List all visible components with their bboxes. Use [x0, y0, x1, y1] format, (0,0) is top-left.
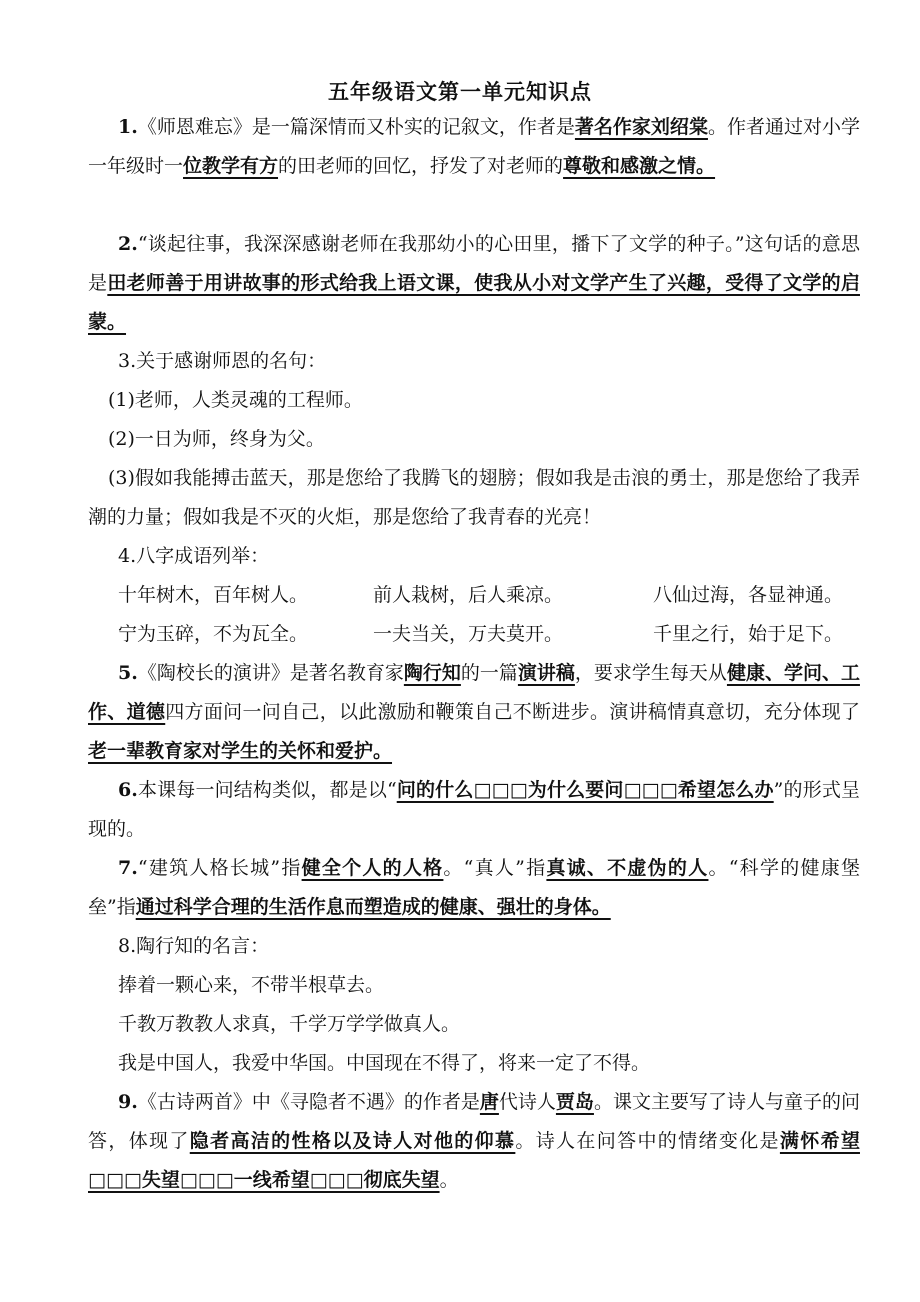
highlight: 老一辈教育家对学生的关怀和爱护。 [88, 740, 393, 762]
knowledge-point-3-heading: 3.关于感谢师恩的名句： [118, 350, 327, 372]
famous-quote: 捧着一颗心来，不带半根草去。 [118, 974, 385, 996]
highlight: 真诚、不虚伪的人 [546, 857, 709, 879]
highlight: 健康、学问、工作、道德 [88, 662, 860, 723]
idiom: 千里之行，始于足下。 [653, 623, 844, 645]
knowledge-point-2: 2.“谈起往事，我深深感谢老师在我那幼小的心田里，播下了文学的种子。”这句话的意思是田老师善于用讲故事的形式给我上语文课，使我从小对文学产生了兴趣，受得了文学的启蒙。 [88, 233, 860, 333]
quote-item-1: (1)老师，人类灵魂的工程师。 [108, 389, 363, 411]
point-number: 2. [118, 233, 138, 255]
quote-item-3: (3)假如我能搏击蓝天，那是您给了我腾飞的翅膀；假如我是击浪的勇士，那是您给了我弄潮的力量；假如我是不灭的火炬，那是您给了我青春的光亮！ [88, 467, 860, 528]
highlight: 隐者高洁的性格以及诗人对他的仰慕 [189, 1130, 516, 1152]
knowledge-point-9: 9.《古诗两首》中《寻隐者不遇》的作者是唐代诗人贾岛。课文主要写了诗人与童子的问答，体现了隐者高洁的性格以及诗人对他的仰慕。诗人在问答中的情绪变化是满怀希望□□□失望□□□一线希望□□□彻底失望。 [88, 1091, 860, 1191]
point-number: 9. [118, 1091, 138, 1113]
knowledge-point-4-heading: 4.八字成语列举： [118, 545, 270, 567]
highlight: 满怀希望□□□失望□□□一线希望□□□彻底失望 [88, 1130, 860, 1191]
point-number: 7. [118, 857, 138, 879]
famous-quote: 我是中国人，我爱中华国。中国现在不得了，将来一定了不得。 [118, 1052, 651, 1074]
highlight: 健全个人的人格 [301, 857, 444, 879]
highlight: 陶行知 [403, 662, 461, 684]
idiom: 前人栽树，后人乘凉。 [373, 584, 564, 606]
point-number: 1. [118, 116, 138, 138]
knowledge-point-8-heading: 8.陶行知的名言： [118, 935, 270, 957]
highlight: 问的什么□□□为什么要问□□□希望怎么办 [396, 779, 774, 801]
knowledge-point-5: 5.《陶校长的演讲》是著名教育家陶行知的一篇演讲稿，要求学生每天从健康、学问、工作、道德四方面问一问自己，以此激励和鞭策自己不断进步。演讲稿情真意切，充分体现了老一辈教育家对学生的关怀和爱护。 [88, 662, 860, 762]
knowledge-point-7: 7.“建筑人格长城”指健全个人的人格。“真人”指真诚、不虚伪的人。“科学的健康堡垒”指通过科学合理的生活作息而塑造成的健康、强壮的身体。 [88, 857, 860, 918]
highlight: 唐 [479, 1091, 499, 1113]
idiom: 宁为玉碎，不为瓦全。 [118, 623, 309, 645]
highlight: 贾岛 [555, 1091, 594, 1113]
idiom: 八仙过海，各显神通。 [653, 584, 844, 606]
highlight: 尊敬和感激之情。 [563, 155, 716, 177]
famous-quote: 千教万教教人求真，千学万学学做真人。 [118, 1013, 461, 1035]
highlight: 通过科学合理的生活作息而塑造成的健康、强壮的身体。 [135, 896, 611, 918]
highlight: 著名作家刘绍棠 [574, 116, 708, 138]
highlight: 田老师善于用讲故事的形式给我上语文课，使我从小对文学产生了兴趣，受得了文学的启蒙。 [88, 272, 860, 333]
knowledge-point-6: 6.本课每一问结构类似，都是以“问的什么□□□为什么要问□□□希望怎么办”的形式呈现的。 [88, 779, 861, 840]
point-number: 5. [118, 662, 138, 684]
knowledge-point-1: 1.《师恩难忘》是一篇深情而又朴实的记叙文，作者是著名作家刘绍棠。作者通过对小学一年级时一位教学有方的田老师的回忆，抒发了对老师的尊敬和感激之情。 [88, 116, 860, 177]
document-title: 五年级语文第一单元知识点 [328, 79, 592, 104]
highlight: 位教学有方 [183, 155, 279, 177]
idiom: 一夫当关，万夫莫开。 [373, 623, 564, 645]
point-number: 6. [118, 779, 138, 801]
highlight: 演讲稿 [517, 662, 575, 684]
idiom: 十年树木，百年树人。 [118, 584, 309, 606]
quote-item-2: (2)一日为师，终身为父。 [108, 428, 325, 450]
